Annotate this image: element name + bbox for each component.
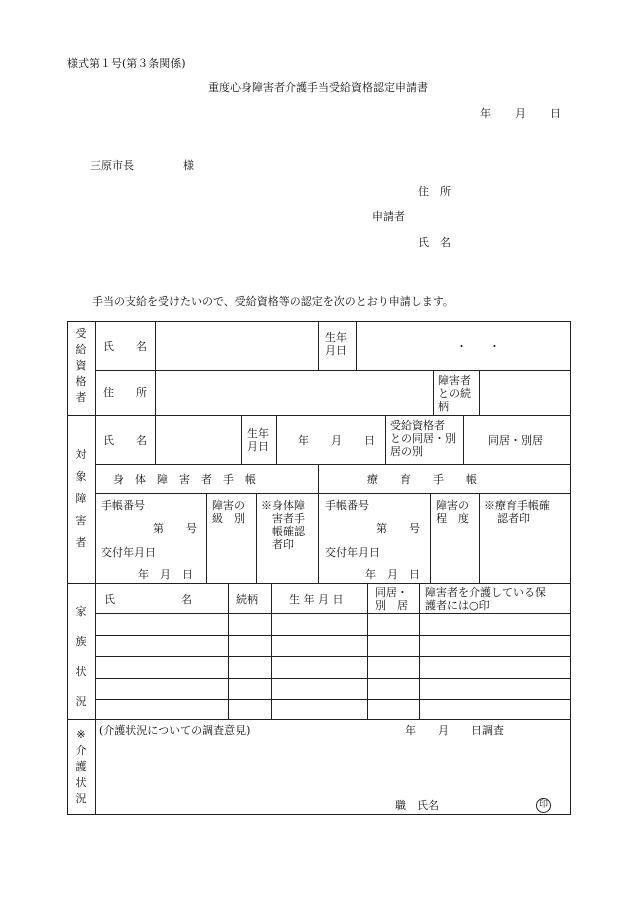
- physical-confirm-label: ※身体障 害者手 帳確認 者印: [261, 499, 305, 551]
- target-birth-label: 生年 月日: [247, 427, 269, 453]
- applicant-label: 申請者: [372, 210, 405, 223]
- target-name-field[interactable]: [157, 417, 240, 463]
- rehab-degree-label: 障害の 程 度: [436, 499, 469, 525]
- intro-text: 手当の支給を受けたいので、受給資格等の認定を次のとおり申請します。: [92, 295, 454, 308]
- addressee-mayor: 三原市長: [90, 159, 134, 172]
- rehab-handbook-header: 療 育 手 帳: [367, 473, 477, 486]
- applicant-address-label: 住 所: [418, 185, 451, 198]
- rehab-handbook-no-label: 手帳番号: [325, 499, 369, 512]
- recipient-address-field[interactable]: [157, 372, 432, 414]
- rehab-handbook-dai-go[interactable]: 第 号: [376, 522, 420, 535]
- physical-issue-ymd[interactable]: 年 月 日: [138, 568, 193, 581]
- care-header: ※ 介 護 状 況: [75, 728, 87, 805]
- rehab-issue-date-label: 交付年月日: [325, 546, 380, 559]
- staff-name-label: 職 氏名: [395, 799, 439, 812]
- physical-handbook-no-label: 手帳番号: [101, 499, 145, 512]
- rehab-issue-ymd[interactable]: 年 月 日: [365, 568, 420, 581]
- recipient-name-field[interactable]: [157, 323, 317, 369]
- family-relation-label: 続柄: [236, 593, 258, 606]
- date-day: 日: [550, 107, 561, 120]
- date-year: 年: [480, 107, 491, 120]
- document-title: 重度心身障害者介護手当受給資格認定申請書: [208, 81, 428, 94]
- physical-handbook-dai-go[interactable]: 第 号: [153, 522, 197, 535]
- physical-grade-label: 障害の 級 別: [212, 499, 245, 525]
- care-opinion-field[interactable]: [99, 740, 559, 795]
- target-name-label: 氏 名: [103, 434, 147, 447]
- recipient-birth-label: 生年 月日: [325, 331, 347, 357]
- target-birth-ymd[interactable]: 年 月 日: [298, 434, 375, 447]
- family-care-label: 障害者を介護している保 護者には○印: [425, 586, 546, 612]
- physical-issue-date-label: 交付年月日: [101, 546, 156, 559]
- seal-mark-icon: 印: [536, 798, 551, 813]
- form-number: 様式第１号(第３条関係): [67, 57, 186, 70]
- recipient-relation-label: 障害者 との続 柄: [438, 374, 471, 413]
- family-name-label: 氏 名: [104, 593, 192, 606]
- cohab-label: 受給資格者 との同居・別 居の別: [390, 419, 456, 458]
- family-header: 家 族 状 況: [75, 605, 87, 708]
- recipient-name-label: 氏 名: [103, 340, 147, 353]
- date-month: 月: [515, 107, 526, 120]
- target-header: 対 象 障 害 者: [75, 448, 87, 549]
- recipient-header: 受 給 資 格 者: [75, 327, 87, 404]
- addressee-honorific: 様: [183, 159, 194, 172]
- family-birth-label: 生 年 月 日: [289, 593, 344, 606]
- family-cohab-label: 同居・ 別 居: [375, 586, 408, 612]
- care-survey-date[interactable]: 年 月 日調査: [405, 724, 504, 737]
- physical-handbook-header: 身 体 障 害 者 手 帳: [113, 473, 256, 486]
- recipient-birth-dots[interactable]: ・ ・: [456, 340, 500, 353]
- care-opinion-label: (介護状況についての調査意見): [99, 724, 251, 737]
- recipient-address-label: 住 所: [103, 386, 147, 399]
- applicant-name-label: 氏 名: [418, 236, 451, 249]
- cohab-value[interactable]: 同居・別居: [488, 434, 543, 447]
- rehab-confirm-label: ※療育手帳確 認者印: [484, 499, 550, 525]
- recipient-relation-field[interactable]: [481, 372, 569, 414]
